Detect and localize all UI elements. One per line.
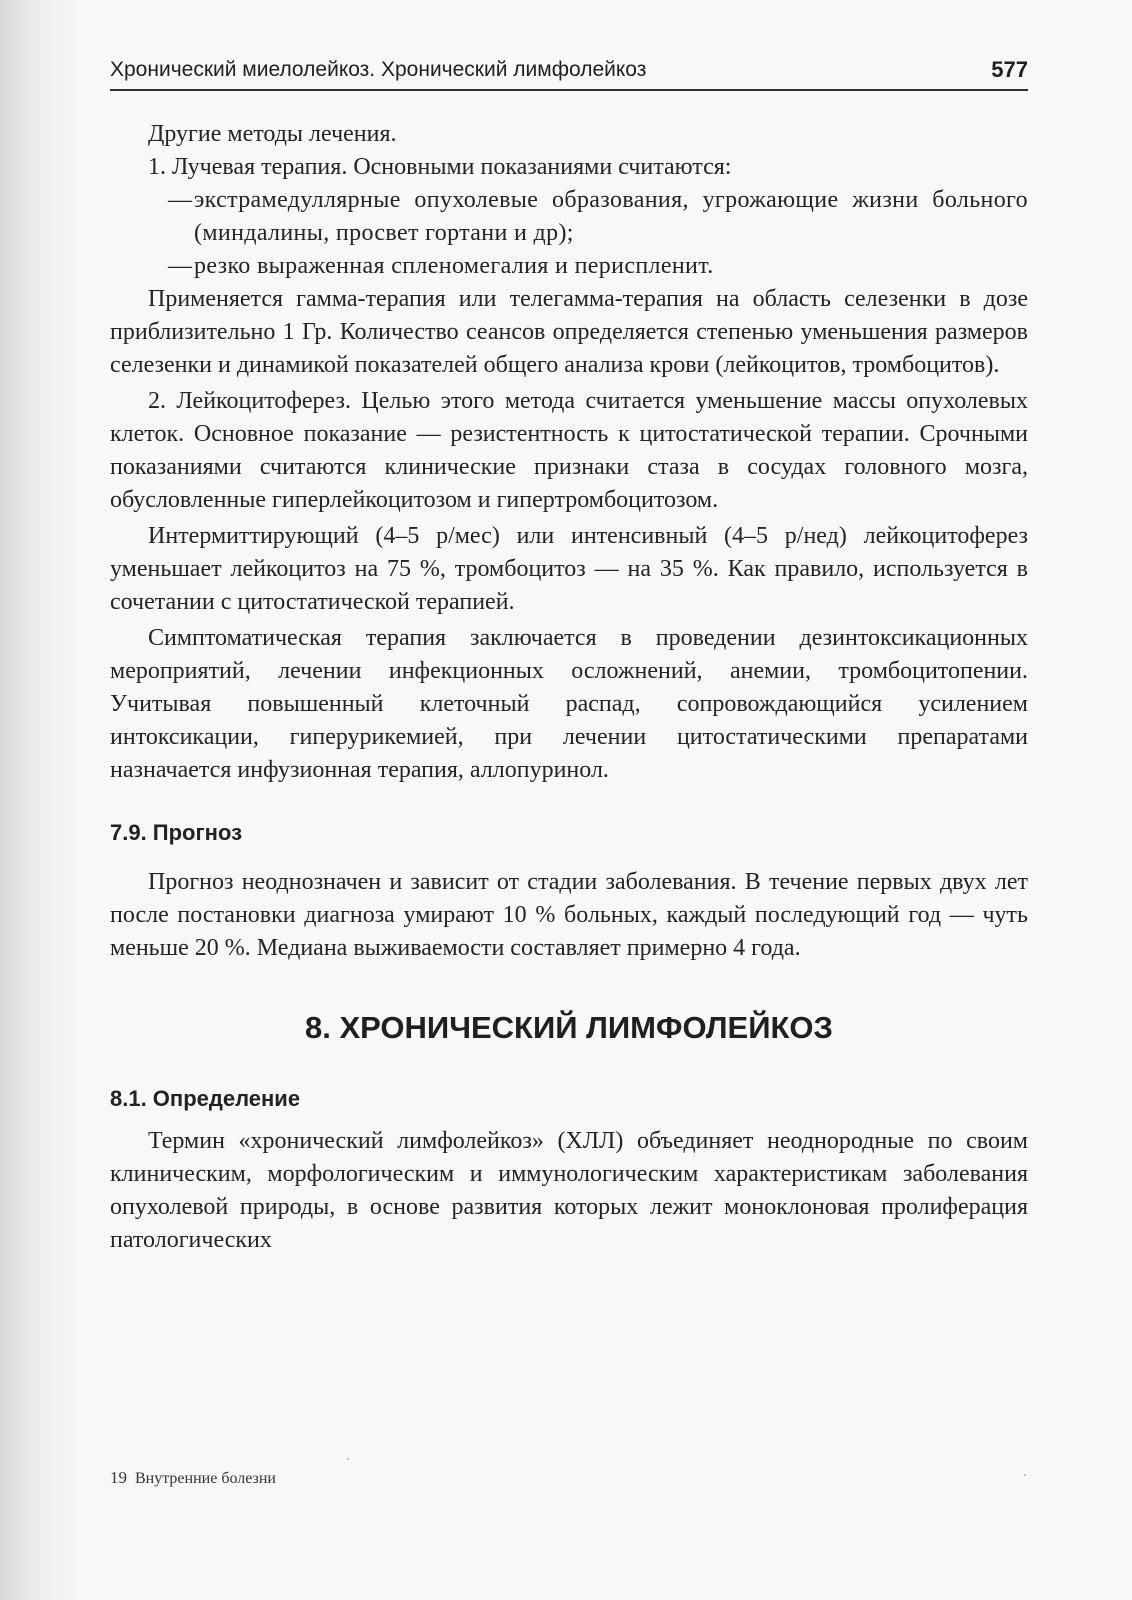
page-footer (110, 1468, 276, 1489)
radiation-indication-text: экстрамедуллярные опухолевые образования, угрожающие жизни больного (миндалины, просвет гортани и др); (194, 187, 1028, 246)
radiation-indication-2 (168, 250, 1028, 283)
scan-speck (347, 1458, 349, 1460)
leukapheresis-followup: Интермиттирующий (4–5 р/мес) или интенсивный (4–5 р/нед) лейкоцитоферез уменьшает лейкоцитоз на 75 %, тромбоцитоз — на 35 %. Как правило, используется в сочетании с цитостатической терапией. (110, 523, 1028, 615)
page-number: 577 (991, 57, 1028, 82)
symptomatic-therapy-paragraph: Симптоматическая терапия заключается в проведении дезинтоксикационных мероприятий, лечении инфекционных осложнений, анемии, тромбоцитопении. Учитывая повышенный клеточный распад, сопровождающийся усилением интоксикации, гиперурикемией, при лечении цитостатическими препаратами назначается инфузионная терапия, аллопуринол. (110, 625, 1028, 783)
radiation-indication-text: резко выраженная спленомегалия и периспленит. (194, 253, 714, 279)
dash-marker: — (168, 253, 193, 279)
definition-paragraph: Термин «хронический лимфолейкоз» (ХЛЛ) объединяет неоднородные по своим клиническим, морфологическим и иммунологическим характеристикам заболевания опухолевой природы, в основе развития которых лежит моноклоновая пролиферация патологических (110, 1128, 1028, 1253)
prognosis-paragraph: Прогноз неоднозначен и зависит от стадии заболевания. В течение первых двух лет после постановки диагноза умирают 10 % больных, каждый последующий год — чуть меньше 20 %. Медиана выживаемости составляет примерно 4 года. (110, 869, 1028, 961)
footer-text: Внутренние болезни (135, 1470, 276, 1487)
radiation-therapy-title: 1. Лучевая терапия. Основными показаниями считаются: (148, 154, 732, 180)
footer-number: 19 (110, 1468, 127, 1487)
dash-marker: — (168, 187, 193, 213)
running-header (110, 53, 1028, 91)
radiation-paragraph: Применяется гамма-терапия или телегамма-терапия на область селезенки в дозе приблизительно 1 Гр. Количество сеансов определяется степенью уменьшения размеров селезенки и динамикой показателей общего анализа крови (лейкоцитов, тромбоцитов). (110, 286, 1028, 378)
scan-speck (1024, 1474, 1026, 1476)
definition-heading: 8.1. Определение (110, 1086, 301, 1111)
chapter-heading: 8. ХРОНИЧЕСКИЙ ЛИМФОЛЕЙКОЗ (305, 1010, 833, 1045)
intro-paragraph: Другие методы лечения. (148, 121, 397, 147)
prognosis-heading: 7.9. Прогноз (110, 820, 243, 845)
leukapheresis-paragraph: 2. Лейкоцитоферез. Целью этого метода считается уменьшение массы опухолевых клеток. Основное показание — резистентность к цитостатической терапии. Срочными показаниями считаются клинические признаки стаза в сосудах головного мозга, обусловленные гиперлейкоцитозом и гипертромбоцитозом. (110, 388, 1028, 513)
running-title: Хронический миелолейкоз. Хронический лимфолейкоз (110, 58, 647, 81)
radiation-indication-1 (168, 184, 1028, 250)
page-content (110, 118, 1028, 1257)
